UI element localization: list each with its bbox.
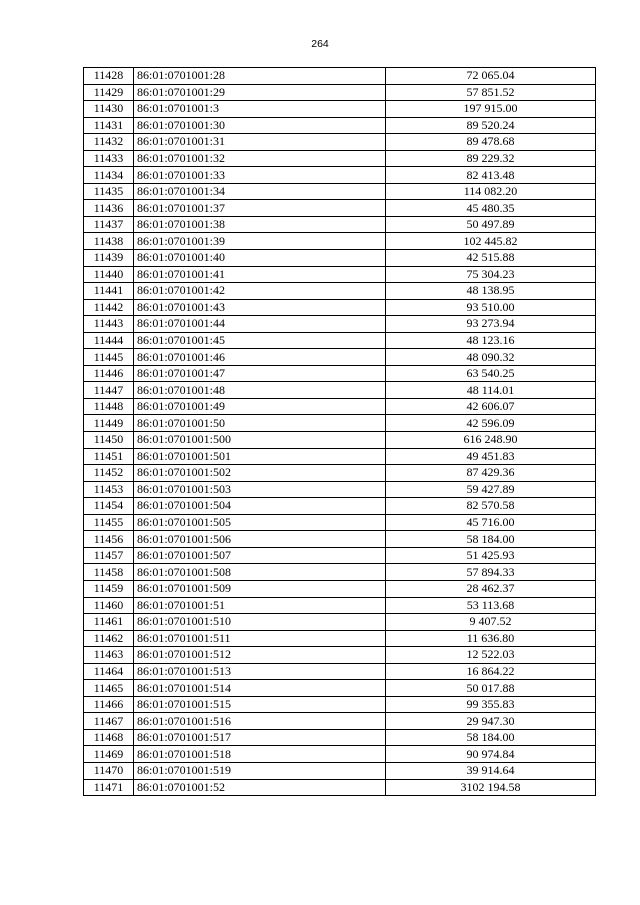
table-row bbox=[84, 266, 596, 283]
table-row bbox=[84, 101, 596, 118]
row-number-cell: 11463 bbox=[84, 647, 134, 664]
cadastral-number-cell: 86:01:0701001:38 bbox=[134, 216, 386, 233]
cadastral-number-cell: 86:01:0701001:51 bbox=[134, 597, 386, 614]
row-number-cell: 11430 bbox=[84, 101, 134, 118]
table-row bbox=[84, 349, 596, 366]
row-number-cell: 11450 bbox=[84, 432, 134, 449]
table-row bbox=[84, 216, 596, 233]
cadastral-number-cell: 86:01:0701001:513 bbox=[134, 663, 386, 680]
cadastral-value-cell: 42 596.09 bbox=[386, 415, 596, 432]
cadastral-value-cell: 99 355.83 bbox=[386, 696, 596, 713]
row-number-cell: 11434 bbox=[84, 167, 134, 184]
cadastral-value-cell: 102 445.82 bbox=[386, 233, 596, 250]
cadastral-number-cell: 86:01:0701001:506 bbox=[134, 531, 386, 548]
table-row bbox=[84, 465, 596, 482]
cadastral-value-cell: 29 947.30 bbox=[386, 713, 596, 730]
cadastral-value-cell: 75 304.23 bbox=[386, 266, 596, 283]
cadastral-number-cell: 86:01:0701001:47 bbox=[134, 365, 386, 382]
cadastral-number-cell: 86:01:0701001:515 bbox=[134, 696, 386, 713]
row-number-cell: 11466 bbox=[84, 696, 134, 713]
cadastral-number-cell: 86:01:0701001:34 bbox=[134, 183, 386, 200]
table-row bbox=[84, 547, 596, 564]
cadastral-number-cell: 86:01:0701001:48 bbox=[134, 382, 386, 399]
cadastral-number-cell: 86:01:0701001:507 bbox=[134, 547, 386, 564]
cadastral-number-cell: 86:01:0701001:501 bbox=[134, 448, 386, 465]
row-number-cell: 11452 bbox=[84, 465, 134, 482]
cadastral-value-cell: 42 515.88 bbox=[386, 250, 596, 267]
table-row bbox=[84, 779, 596, 796]
cadastral-number-cell: 86:01:0701001:28 bbox=[134, 68, 386, 85]
row-number-cell: 11439 bbox=[84, 250, 134, 267]
row-number-cell: 11445 bbox=[84, 349, 134, 366]
cadastral-number-cell: 86:01:0701001:511 bbox=[134, 630, 386, 647]
row-number-cell: 11441 bbox=[84, 283, 134, 300]
cadastral-value-cell: 93 273.94 bbox=[386, 316, 596, 333]
table-row bbox=[84, 250, 596, 267]
cadastral-number-cell: 86:01:0701001:509 bbox=[134, 580, 386, 597]
row-number-cell: 11438 bbox=[84, 233, 134, 250]
table-row bbox=[84, 84, 596, 101]
row-number-cell: 11436 bbox=[84, 200, 134, 217]
cadastral-value-cell: 87 429.36 bbox=[386, 465, 596, 482]
cadastral-number-cell: 86:01:0701001:3 bbox=[134, 101, 386, 118]
row-number-cell: 11468 bbox=[84, 729, 134, 746]
cadastral-value-cell: 59 427.89 bbox=[386, 481, 596, 498]
row-number-cell: 11431 bbox=[84, 117, 134, 134]
row-number-cell: 11451 bbox=[84, 448, 134, 465]
row-number-cell: 11442 bbox=[84, 299, 134, 316]
cadastral-number-cell: 86:01:0701001:517 bbox=[134, 729, 386, 746]
row-number-cell: 11458 bbox=[84, 564, 134, 581]
table-row bbox=[84, 680, 596, 697]
table-row bbox=[84, 200, 596, 217]
cadastral-value-cell: 9 407.52 bbox=[386, 614, 596, 631]
cadastral-number-cell: 86:01:0701001:33 bbox=[134, 167, 386, 184]
cadastral-value-cell: 48 090.32 bbox=[386, 349, 596, 366]
cadastral-value-cell: 57 851.52 bbox=[386, 84, 596, 101]
cadastral-number-cell: 86:01:0701001:32 bbox=[134, 150, 386, 167]
table-row bbox=[84, 448, 596, 465]
cadastral-value-cell: 89 229.32 bbox=[386, 150, 596, 167]
cadastral-number-cell: 86:01:0701001:508 bbox=[134, 564, 386, 581]
cadastral-number-cell: 86:01:0701001:44 bbox=[134, 316, 386, 333]
cadastral-number-cell: 86:01:0701001:49 bbox=[134, 398, 386, 415]
table-row bbox=[84, 498, 596, 515]
table-row bbox=[84, 283, 596, 300]
row-number-cell: 11454 bbox=[84, 498, 134, 515]
row-number-cell: 11432 bbox=[84, 134, 134, 151]
row-number-cell: 11447 bbox=[84, 382, 134, 399]
table-row bbox=[84, 564, 596, 581]
cadastral-number-cell: 86:01:0701001:502 bbox=[134, 465, 386, 482]
cadastral-value-cell: 93 510.00 bbox=[386, 299, 596, 316]
cadastral-number-cell: 86:01:0701001:37 bbox=[134, 200, 386, 217]
cadastral-value-cell: 42 606.07 bbox=[386, 398, 596, 415]
cadastral-value-cell: 616 248.90 bbox=[386, 432, 596, 449]
cadastral-value-cell: 51 425.93 bbox=[386, 547, 596, 564]
row-number-cell: 11460 bbox=[84, 597, 134, 614]
cadastral-value-cell: 89 478.68 bbox=[386, 134, 596, 151]
table-row bbox=[84, 746, 596, 763]
row-number-cell: 11465 bbox=[84, 680, 134, 697]
cadastral-value-cell: 45 716.00 bbox=[386, 514, 596, 531]
cadastral-number-cell: 86:01:0701001:31 bbox=[134, 134, 386, 151]
table-row bbox=[84, 713, 596, 730]
cadastral-number-cell: 86:01:0701001:29 bbox=[134, 84, 386, 101]
cadastral-number-cell: 86:01:0701001:42 bbox=[134, 283, 386, 300]
cadastral-value-cell: 82 413.48 bbox=[386, 167, 596, 184]
cadastral-value-cell: 197 915.00 bbox=[386, 101, 596, 118]
cadastral-value-cell: 39 914.64 bbox=[386, 762, 596, 779]
table-row bbox=[84, 580, 596, 597]
cadastral-number-cell: 86:01:0701001:500 bbox=[134, 432, 386, 449]
cadastral-value-cell: 45 480.35 bbox=[386, 200, 596, 217]
row-number-cell: 11459 bbox=[84, 580, 134, 597]
cadastral-value-cell: 114 082.20 bbox=[386, 183, 596, 200]
row-number-cell: 11471 bbox=[84, 779, 134, 796]
row-number-cell: 11443 bbox=[84, 316, 134, 333]
table-row bbox=[84, 647, 596, 664]
table-row bbox=[84, 415, 596, 432]
row-number-cell: 11455 bbox=[84, 514, 134, 531]
cadastral-value-cell: 48 114.01 bbox=[386, 382, 596, 399]
row-number-cell: 11467 bbox=[84, 713, 134, 730]
table-row bbox=[84, 382, 596, 399]
row-number-cell: 11444 bbox=[84, 332, 134, 349]
cadastral-number-cell: 86:01:0701001:519 bbox=[134, 762, 386, 779]
cadastral-number-cell: 86:01:0701001:504 bbox=[134, 498, 386, 515]
table-row bbox=[84, 183, 596, 200]
table-row bbox=[84, 514, 596, 531]
row-number-cell: 11464 bbox=[84, 663, 134, 680]
cadastral-value-cell: 11 636.80 bbox=[386, 630, 596, 647]
cadastral-number-cell: 86:01:0701001:518 bbox=[134, 746, 386, 763]
cadastral-number-cell: 86:01:0701001:30 bbox=[134, 117, 386, 134]
row-number-cell: 11470 bbox=[84, 762, 134, 779]
table-row bbox=[84, 150, 596, 167]
table-row bbox=[84, 167, 596, 184]
cadastral-number-cell: 86:01:0701001:39 bbox=[134, 233, 386, 250]
row-number-cell: 11449 bbox=[84, 415, 134, 432]
row-number-cell: 11435 bbox=[84, 183, 134, 200]
cadastral-number-cell: 86:01:0701001:50 bbox=[134, 415, 386, 432]
row-number-cell: 11446 bbox=[84, 365, 134, 382]
cadastral-value-cell: 58 184.00 bbox=[386, 531, 596, 548]
page-number: 264 bbox=[311, 38, 329, 50]
row-number-cell: 11461 bbox=[84, 614, 134, 631]
cadastral-number-cell: 86:01:0701001:514 bbox=[134, 680, 386, 697]
table-row bbox=[84, 332, 596, 349]
table-body bbox=[84, 68, 596, 796]
cadastral-number-cell: 86:01:0701001:52 bbox=[134, 779, 386, 796]
cadastral-value-table bbox=[83, 67, 596, 796]
row-number-cell: 11457 bbox=[84, 547, 134, 564]
row-number-cell: 11433 bbox=[84, 150, 134, 167]
cadastral-value-cell: 48 138.95 bbox=[386, 283, 596, 300]
table-row bbox=[84, 432, 596, 449]
row-number-cell: 11429 bbox=[84, 84, 134, 101]
cadastral-value-cell: 82 570.58 bbox=[386, 498, 596, 515]
cadastral-value-cell: 12 522.03 bbox=[386, 647, 596, 664]
row-number-cell: 11448 bbox=[84, 398, 134, 415]
cadastral-number-cell: 86:01:0701001:41 bbox=[134, 266, 386, 283]
cadastral-number-cell: 86:01:0701001:512 bbox=[134, 647, 386, 664]
row-number-cell: 11462 bbox=[84, 630, 134, 647]
row-number-cell: 11456 bbox=[84, 531, 134, 548]
table-row bbox=[84, 398, 596, 415]
table-row bbox=[84, 696, 596, 713]
row-number-cell: 11437 bbox=[84, 216, 134, 233]
table-row bbox=[84, 597, 596, 614]
table-row bbox=[84, 299, 596, 316]
cadastral-value-cell: 28 462.37 bbox=[386, 580, 596, 597]
cadastral-number-cell: 86:01:0701001:46 bbox=[134, 349, 386, 366]
cadastral-value-cell: 58 184.00 bbox=[386, 729, 596, 746]
cadastral-value-cell: 57 894.33 bbox=[386, 564, 596, 581]
cadastral-number-cell: 86:01:0701001:43 bbox=[134, 299, 386, 316]
table-row bbox=[84, 68, 596, 85]
cadastral-value-cell: 48 123.16 bbox=[386, 332, 596, 349]
table-row bbox=[84, 729, 596, 746]
table-row bbox=[84, 614, 596, 631]
cadastral-number-cell: 86:01:0701001:516 bbox=[134, 713, 386, 730]
table-row bbox=[84, 134, 596, 151]
cadastral-value-cell: 53 113.68 bbox=[386, 597, 596, 614]
cadastral-number-cell: 86:01:0701001:45 bbox=[134, 332, 386, 349]
cadastral-value-cell: 50 017.88 bbox=[386, 680, 596, 697]
cadastral-number-cell: 86:01:0701001:503 bbox=[134, 481, 386, 498]
cadastral-value-cell: 63 540.25 bbox=[386, 365, 596, 382]
cadastral-value-cell: 49 451.83 bbox=[386, 448, 596, 465]
row-number-cell: 11469 bbox=[84, 746, 134, 763]
cadastral-number-cell: 86:01:0701001:505 bbox=[134, 514, 386, 531]
table-row bbox=[84, 117, 596, 134]
cadastral-value-cell: 50 497.89 bbox=[386, 216, 596, 233]
cadastral-value-cell: 89 520.24 bbox=[386, 117, 596, 134]
cadastral-number-cell: 86:01:0701001:510 bbox=[134, 614, 386, 631]
table-row bbox=[84, 233, 596, 250]
table-row bbox=[84, 316, 596, 333]
row-number-cell: 11440 bbox=[84, 266, 134, 283]
table-row bbox=[84, 630, 596, 647]
cadastral-value-cell: 90 974.84 bbox=[386, 746, 596, 763]
cadastral-value-cell: 16 864.22 bbox=[386, 663, 596, 680]
cadastral-number-cell: 86:01:0701001:40 bbox=[134, 250, 386, 267]
table-row bbox=[84, 365, 596, 382]
cadastral-value-cell: 3102 194.58 bbox=[386, 779, 596, 796]
row-number-cell: 11428 bbox=[84, 68, 134, 85]
cadastral-value-cell: 72 065.04 bbox=[386, 68, 596, 85]
table-row bbox=[84, 762, 596, 779]
row-number-cell: 11453 bbox=[84, 481, 134, 498]
table-row bbox=[84, 481, 596, 498]
table-row bbox=[84, 531, 596, 548]
table-row bbox=[84, 663, 596, 680]
